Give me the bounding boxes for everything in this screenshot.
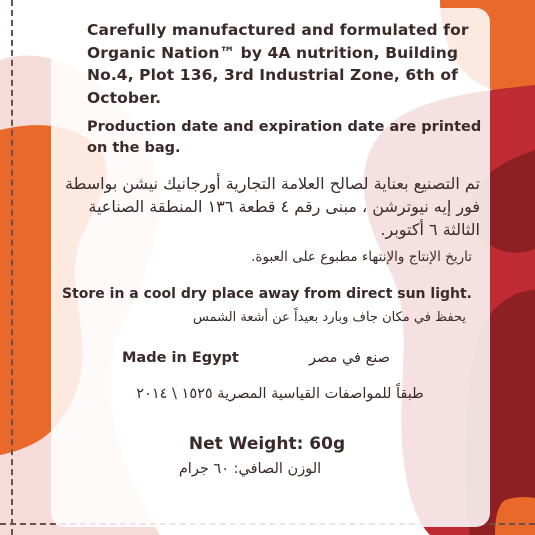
standard-text-arabic: طبقاً للمواصفات القياسية المصرية ١٥٢٥ \ ٢٠١٤	[136, 386, 424, 402]
manufacturer-text: Carefully manufactured and formulated for Organic Nation™ by 4A nutrition, Building No.4, Plot 136, 3rd Industrial Zone, 6th of October.	[87, 21, 469, 107]
storage-text-arabic: يحفظ في مكان جاف وبارد بعيداً عن أشعة الشمس	[193, 310, 466, 325]
dates-text: Production date and expiration date are printed on the bag.	[87, 119, 482, 156]
storage-text: Store in a cool dry place away from direct sun light.	[62, 286, 472, 302]
net-weight-text: Net Weight: 60g	[188, 434, 346, 454]
manufacturer-text-arabic: تم التصنيع بعناية لصالح العلامة التجارية أورجانيك نيشن بواسطة فور إيه نيوترشن ، مبنى رقم ٤ قطعة ١٣٦ المنطقة الصناعية الثالثة ٦ أكتوبر.	[65, 174, 480, 239]
origin-text-arabic: صنع في مصر	[309, 350, 390, 366]
net-weight-text-arabic: الوزن الصافي: ٦٠ جرام	[178, 461, 322, 477]
dates-text-arabic: تاريخ الإنتاج والإنتهاء مطبوع على العبوة.	[251, 249, 472, 265]
origin-text: Made in Egypt	[122, 350, 239, 366]
cut-line-left	[11, 0, 13, 535]
